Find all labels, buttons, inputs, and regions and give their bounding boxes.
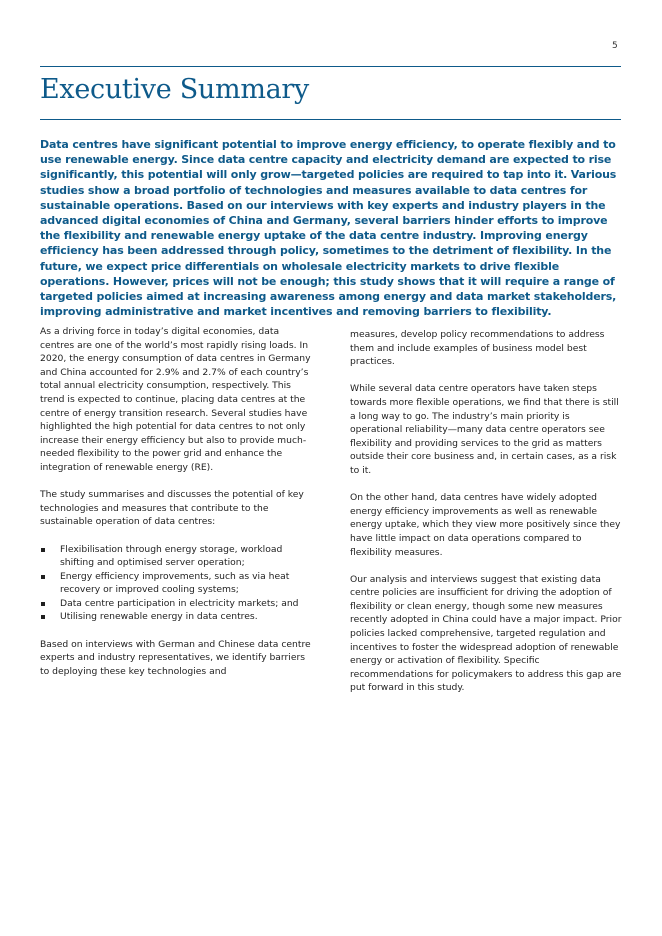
list-item: Utilising renewable energy in data centres.: [40, 610, 314, 624]
list-item: Flexibilisation through energy storage, workload shifting and optimised server operation;: [40, 543, 314, 570]
summary-lead-paragraph: Data centres have significant potential to improve energy efficiency, to operate flexibly and to use renewable energy. Since data centre capacity and electricity demand are expected to rise significantly, this potential will only grow—targeted policies are required to tap into it. Various studies show a broad portfolio of technologies and measures available to data centres for sustainable operations. Based on our interviews with key experts and industry players in the advanced digital economies of China and Germany, several barriers hinder efforts to improve the flexibility and renewable energy uptake of the data centre industry. Improving energy efficiency has been addressed through policy, sometimes to the detriment of flexibility. In the future, we expect price differentials on wholesale electricity markets to drive flexible operations. However, prices will not be enough; this study shows that it will require a range of targeted policies aimed at increasing awareness among energy and data market stakeholders, improving administrative and market incentives and removing barriers to flexibility.: [40, 138, 617, 319]
left-paragraph-2: The study summarises and discusses the potential of key technologies and measures that contribute to the sustainable operation of data centres:: [40, 489, 304, 528]
technology-list: [40, 543, 314, 625]
title-bottom-rule: [40, 119, 621, 120]
list-item: Data centre participation in electricity markets; and: [40, 597, 314, 611]
right-paragraph-4: Our analysis and interviews suggest that existing data centre policies are insufficient for driving the adoption of flexibility or clean energy, though some new measures recently adopted in China could have a major impact. Prior policies lacked comprehensive, targeted regulation and incentives to foster the widespread adoption of renewable energy or activation of flexibility. Specific recommendations for policymakers to address this gap are put forward in this study.: [350, 573, 622, 694]
left-column: [40, 325, 314, 692]
title-top-rule: [40, 66, 621, 67]
list-item: Energy efficiency improvements, such as via heat recovery or improved cooling systems;: [40, 570, 314, 597]
right-paragraph-3: On the other hand, data centres have widely adopted energy efficiency improvements as well as renewable energy uptake, which they view more positively since they have little impact on data operations compared to flexibility measures.: [350, 492, 621, 558]
right-paragraph-1: measures, develop policy recommendations to address them and include examples of business model best practices.: [350, 329, 605, 368]
right-column: [350, 328, 622, 709]
left-paragraph-3: Based on interviews with German and Chinese data centre experts and industry representatives, we identify barriers to deploying these key technologies and: [40, 638, 311, 677]
page-title: Executive Summary: [40, 74, 309, 105]
right-paragraph-2: While several data centre operators have taken steps towards more flexible operations, we find that there is still a long way to go. The industry’s main priority is operational reliability—many data centre operators see flexibility and providing services to the grid as matters outside their core business and, in certain cases, as a risk to it.: [350, 383, 619, 476]
page-number: 5: [612, 41, 618, 51]
left-paragraph-1: As a driving force in today’s digital economies, data centres are one of the world’s most rapidly rising loads. In 2020, the energy consumption of data centres in Germany and China accounted for 2.9% and 2.7% of each country’s total annual electricity consumption, respectively. This trend is expected to continue, placing data centres at the centre of energy transition research. Several studies have highlighted the high potential for data centres to not only increase their energy efficiency but also to provide much-needed flexibility to the power grid and enhance the integration of renewable energy (RE).: [40, 326, 311, 473]
